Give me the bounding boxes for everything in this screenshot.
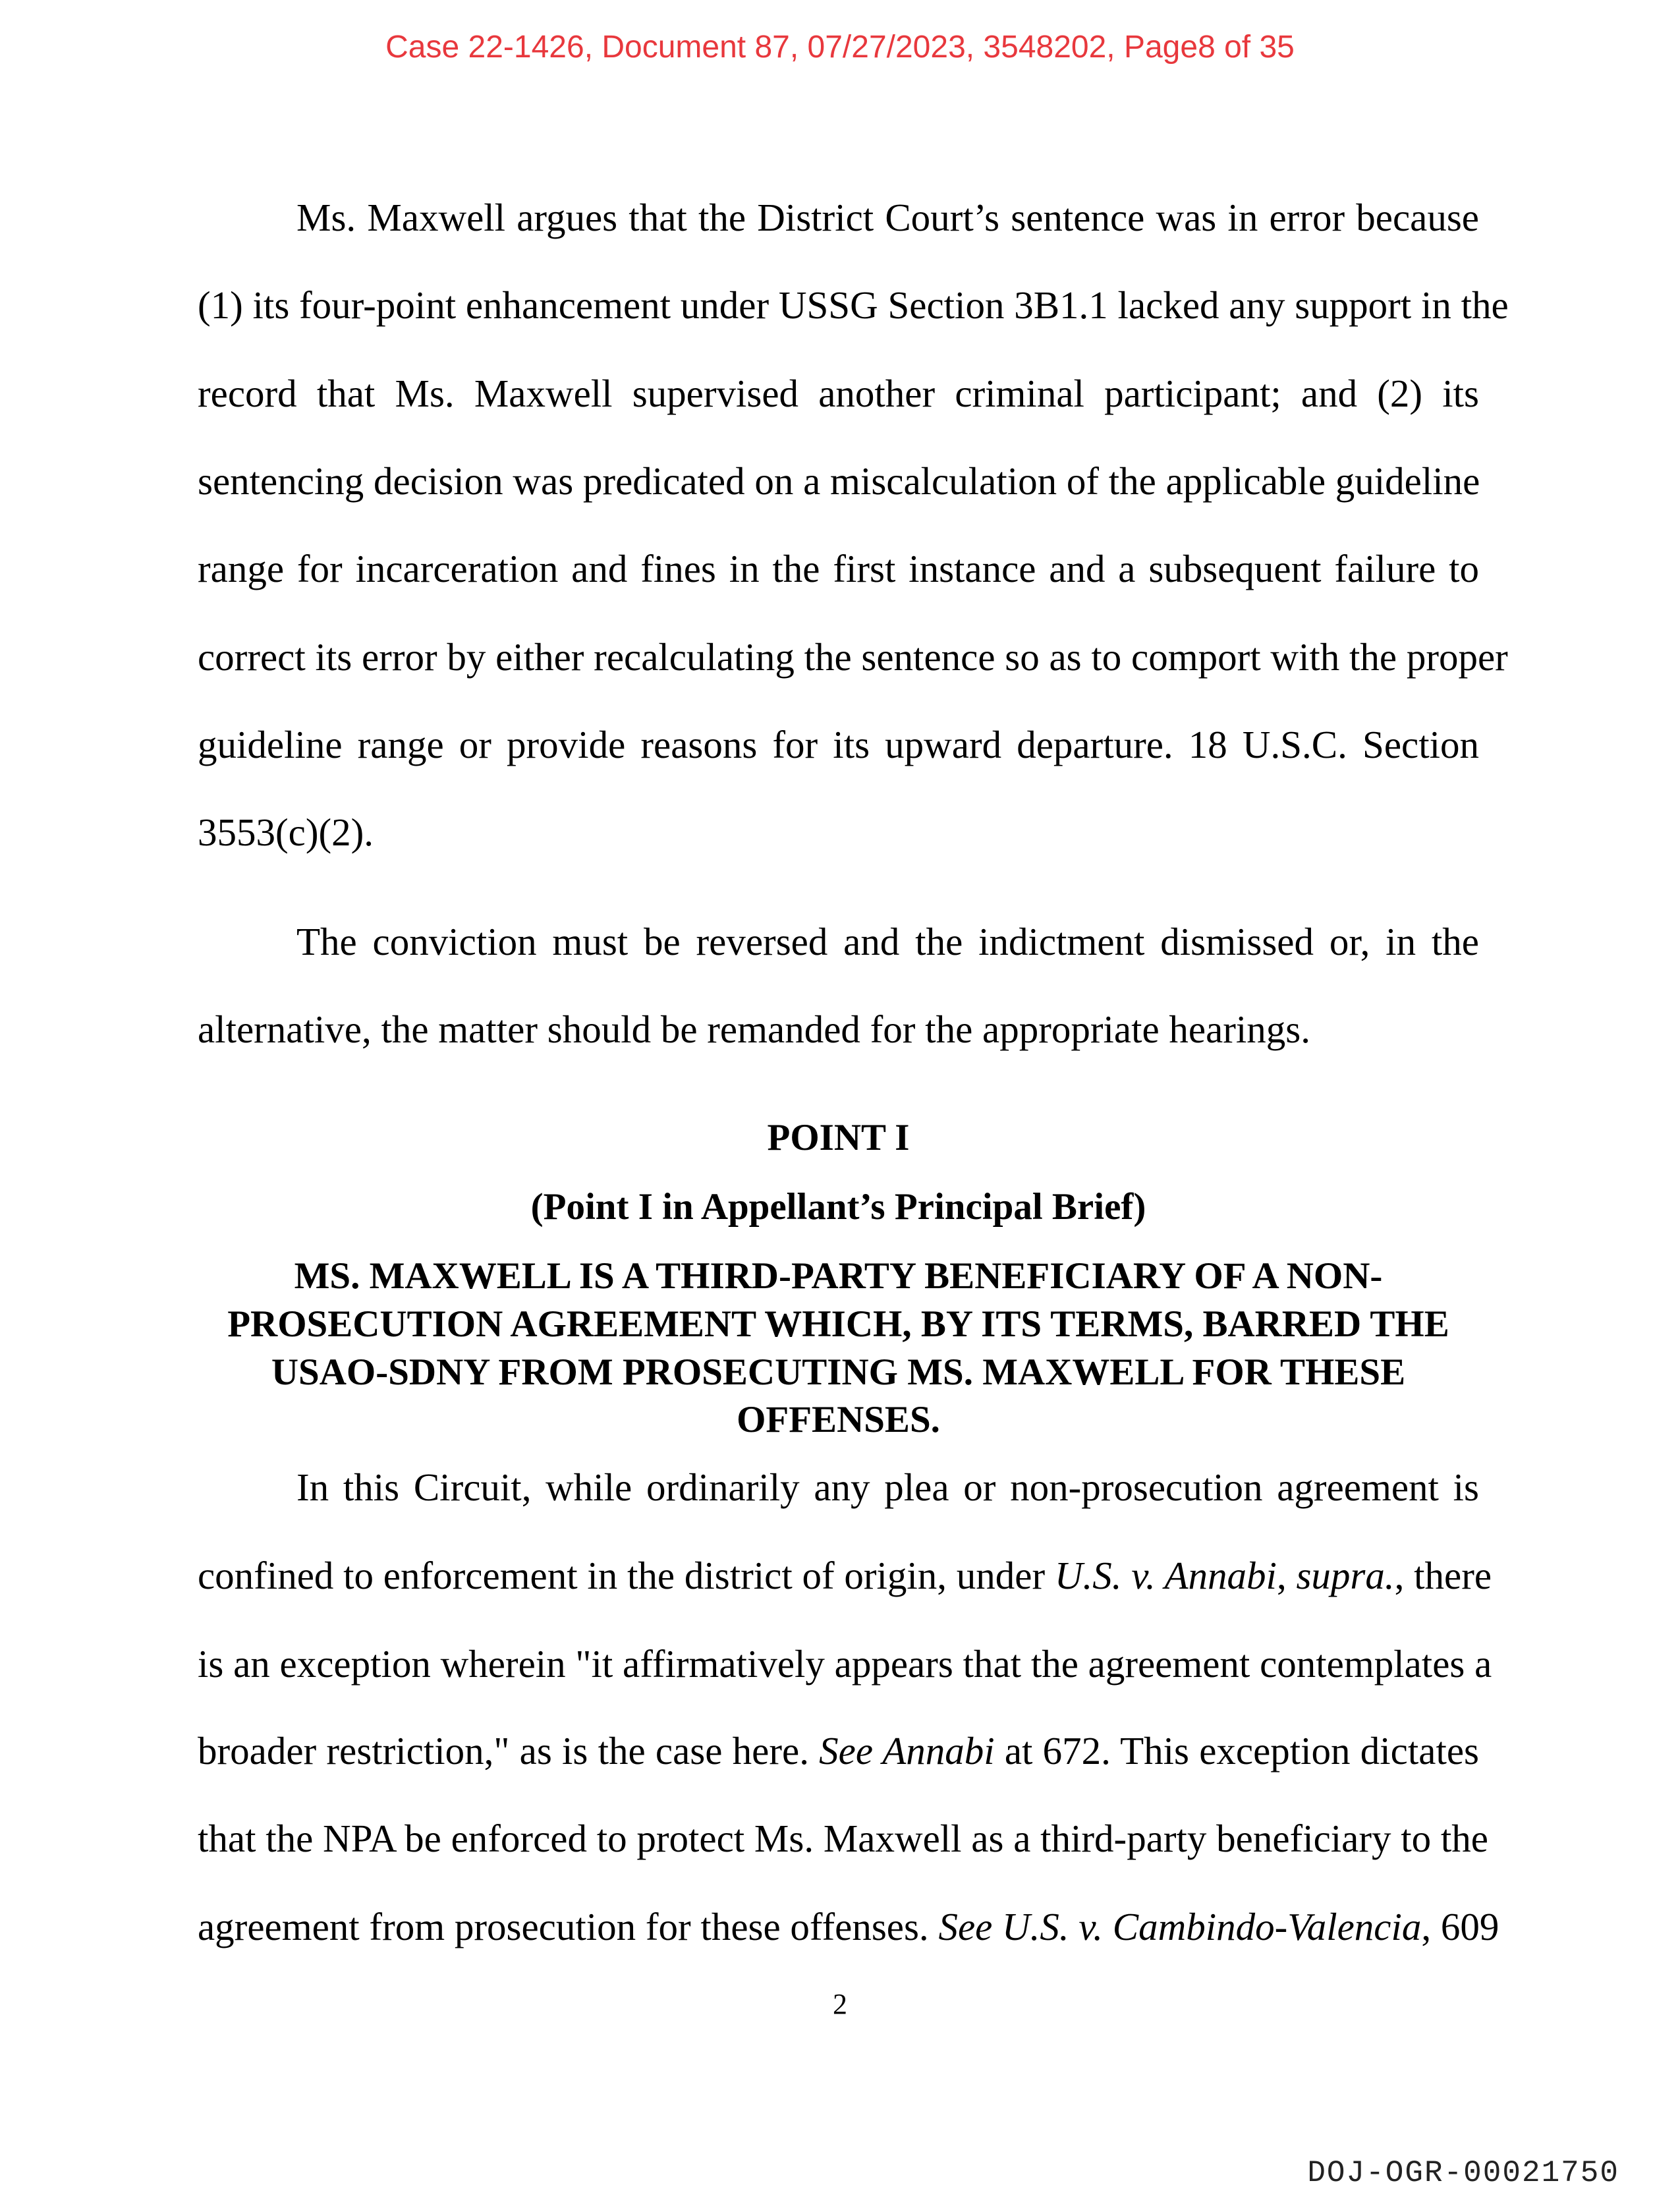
text-span: broader restriction," as is the case here. <box>198 1729 820 1772</box>
text-line: 3553(c)(2). <box>198 810 374 854</box>
text-line: The conviction must be reversed and the indictment dismissed or, in the <box>296 920 1479 963</box>
text-line: sentencing decision was predicated on a miscalculation of the applicable guideline <box>198 459 1480 503</box>
text-line: correct its error by either recalculating the sentence so as to comport with the proper <box>198 635 1508 679</box>
text-span: at 672. This exception dictates <box>994 1729 1479 1772</box>
text-line <box>198 1552 1492 1599</box>
text-line: range for incarceration and fines in the first instance and a subsequent failure to <box>198 547 1479 590</box>
point-title: POINT I <box>767 1117 910 1158</box>
case-citation: U.S. v. Annabi <box>1054 1554 1277 1597</box>
text-line <box>198 1728 1479 1774</box>
bates-number: DOJ-OGR-00021750 <box>1307 2156 1619 2190</box>
text-span: agreement from prosecution for these offenses. <box>198 1905 939 1948</box>
point-heading-line: OFFENSES. <box>737 1399 940 1440</box>
case-citation: See Annabi <box>819 1729 995 1772</box>
text-line: guideline range or provide reasons for its upward departure. 18 U.S.C. Section <box>198 723 1479 766</box>
point-heading-line: MS. MAXWELL IS A THIRD-PARTY BENEFICIARY OF A NON- <box>294 1255 1383 1297</box>
text-line: that the NPA be enforced to protect Ms. Maxwell as a third-party beneficiary to the <box>198 1817 1488 1860</box>
point-heading-line: PROSECUTION AGREEMENT WHICH, BY ITS TERMS, BARRED THE <box>227 1303 1449 1345</box>
text-line: (1) its four-point enhancement under USSG Section 3B1.1 lacked any support in the <box>198 283 1509 327</box>
text-span: , there <box>1394 1554 1492 1597</box>
text-span: confined to enforcement in the district of origin, under <box>198 1554 1055 1597</box>
case-header-stamp: Case 22-1426, Document 87, 07/27/2023, 3548202, Page8 of 35 <box>385 30 1295 65</box>
text-line: In this Circuit, while ordinarily any plea or non-prosecution agreement is <box>296 1465 1479 1509</box>
text-span: , <box>1276 1554 1297 1597</box>
supra-signal: supra. <box>1296 1554 1395 1597</box>
point-subtitle: (Point I in Appellant’s Principal Brief) <box>530 1186 1146 1228</box>
text-line: record that Ms. Maxwell supervised another criminal participant; and (2) its <box>198 372 1479 415</box>
text-span: , 609 <box>1421 1905 1499 1948</box>
point-heading-line: USAO-SDNY FROM PROSECUTING MS. MAXWELL FOR THESE <box>271 1351 1406 1393</box>
text-line: Ms. Maxwell argues that the District Court’s sentence was in error because <box>296 196 1479 239</box>
text-line: alternative, the matter should be remanded for the appropriate hearings. <box>198 1007 1311 1051</box>
text-line <box>198 1904 1499 1950</box>
case-citation: See U.S. v. Cambindo-Valencia <box>938 1905 1422 1948</box>
page-number: 2 <box>833 1988 847 2020</box>
text-line: is an exception wherein "it affirmatively appears that the agreement contemplates a <box>198 1642 1492 1686</box>
